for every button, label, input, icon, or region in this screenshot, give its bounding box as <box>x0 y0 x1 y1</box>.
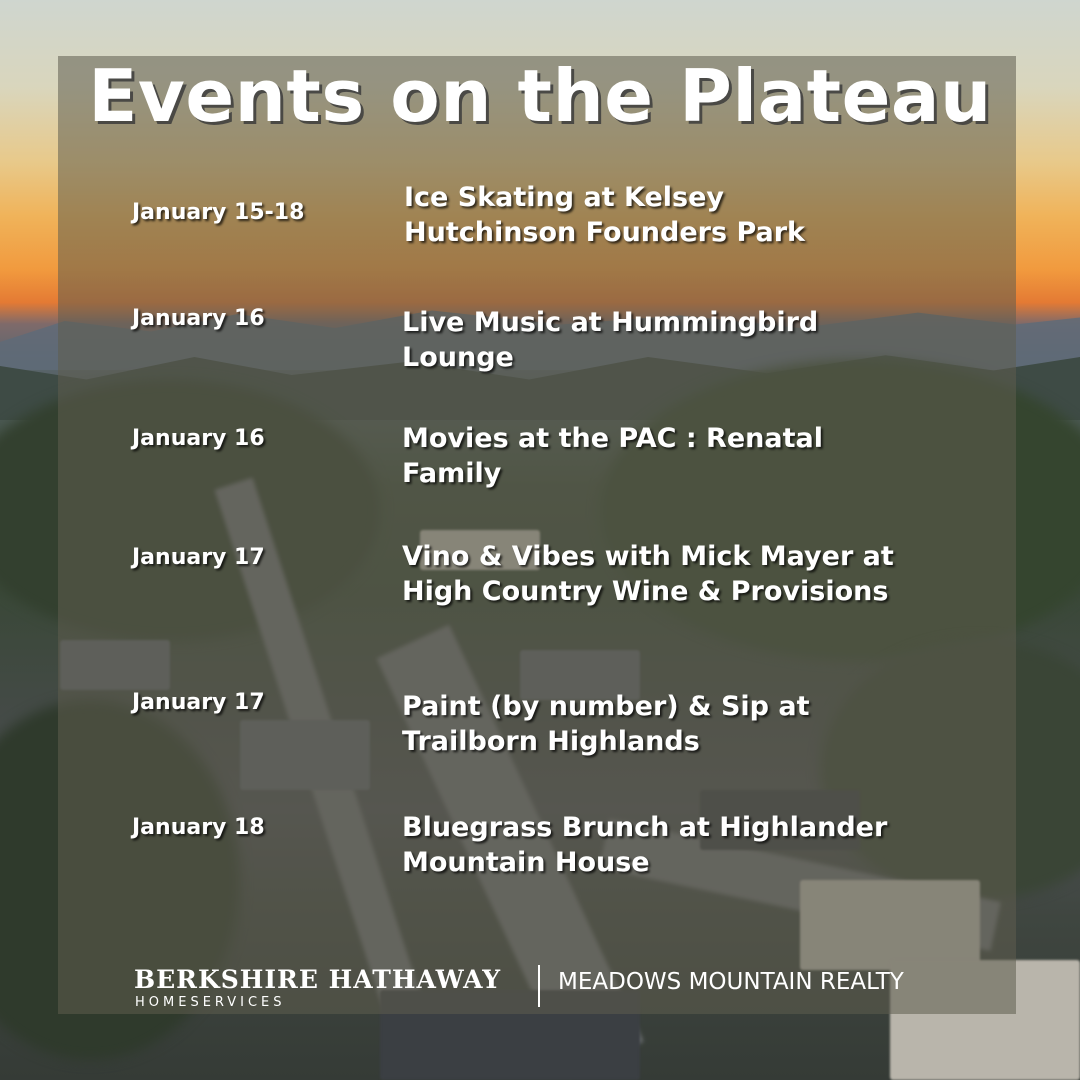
event-name: Vino & Vibes with Mick Mayer at High Country Wine & Provisions <box>402 541 894 607</box>
event-name: Paint (by number) & Sip at Trailborn Highlands <box>402 691 810 757</box>
brand-subtitle: HOMESERVICES <box>135 995 286 1010</box>
event-date: January 17 <box>132 690 265 715</box>
event-date: January 17 <box>132 545 265 570</box>
event-date: January 16 <box>132 426 265 451</box>
logo-divider <box>538 965 540 1007</box>
page-title: Events on the Plateau <box>88 54 992 138</box>
brand-name: BERKSHIRE HATHAWAY <box>134 965 502 994</box>
event-name: Ice Skating at Kelsey Hutchinson Founders Park <box>404 182 805 248</box>
event-name: Movies at the PAC : Renatal Family <box>402 423 823 489</box>
event-date: January 18 <box>132 815 265 840</box>
realty-name: MEADOWS MOUNTAIN REALTY <box>558 969 904 995</box>
event-date: January 16 <box>132 306 265 331</box>
event-name: Bluegrass Brunch at Highlander Mountain House <box>402 812 888 878</box>
event-name: Live Music at Hummingbird Lounge <box>402 307 819 373</box>
event-date: January 15-18 <box>132 200 305 225</box>
